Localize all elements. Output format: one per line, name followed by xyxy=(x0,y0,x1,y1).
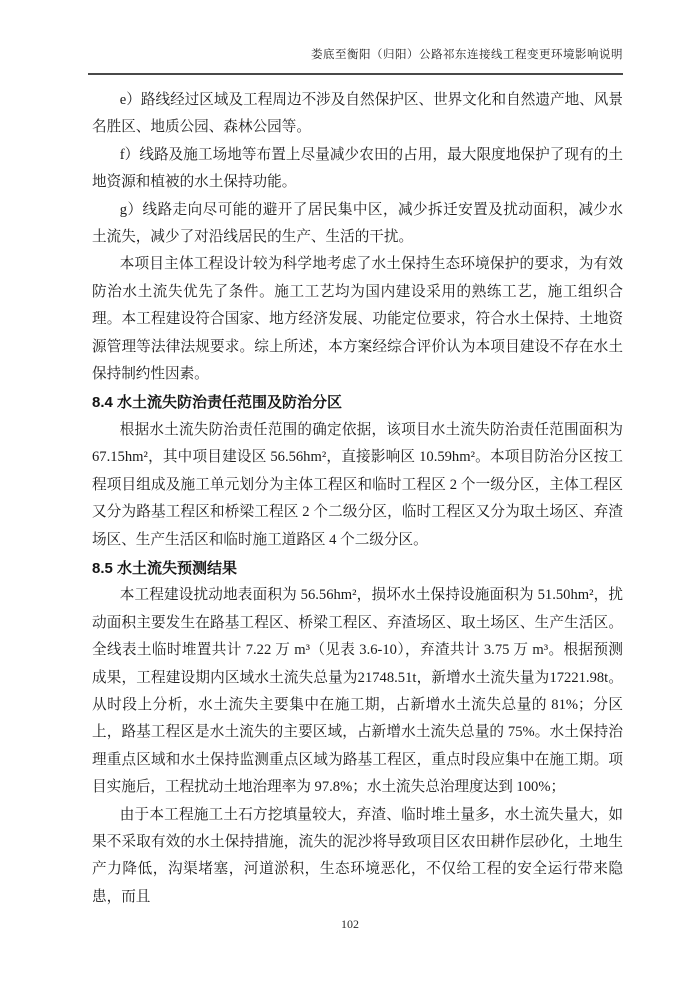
page-footer xyxy=(0,917,700,932)
header-title: 娄底至衡阳（归阳）公路祁东连接线工程变更环境影响说明 xyxy=(311,49,623,61)
paragraph-item-g: g）线路走向尽可能的避开了居民集中区，减少拆迁安置及扰动面积，减少水土流失，减少了对沿线居民的生产、生活的干扰。 xyxy=(92,201,623,246)
page-number: 102 xyxy=(341,917,359,931)
header-rule xyxy=(88,73,623,75)
paragraph-section-8-5-prediction: 本工程建设扰动地表面积为 56.56hm²，损坏水土保持设施面积为 51.50hm²，扰动面积主要发生在路基工程区、桥梁工程区、弃渣场区、取土场区、生产生活区。全线表土临时堆置共计 7.22 万 m³（见表 3.6-10），弃渣共计 3.75 万 m³。根据预测成果，工程建设期内区域水土流失总量为21748.51t，新增水土流失量为17221.98t。从时段上分析，水土流失主要集中在施工期，占新增水土流失总量的 81%；分区上，路基工程区是水土流失的主要区域，占新增水土流失总量的 75%。水土保持治理重点区域和水土保持监测重点区域为路基工程区，重点时段应集中在施工期。项目实施后，工程扰动土地治理率为 97.8%；水土流失总治理度达到 100%； xyxy=(92,587,623,796)
document-content xyxy=(92,87,623,911)
section-heading-8-5: 8.5 水土流失预测结果 xyxy=(92,559,238,577)
paragraph-item-e: e）路线经过区域及工程周边不涉及自然保护区、世界文化和自然遗产地、风景名胜区、地质公园、森林公园等。 xyxy=(92,92,623,136)
paragraph-design-summary: 本项目主体工程设计较为科学地考虑了水土保持生态环境保护的要求，为有效防治水土流失优先了条件。施工工艺均为国内建设采用的熟练工艺，施工组织合理。本工程建设符合国家、地方经济发展、功能定位要求，符合水土保持、土地资源管理等法律法规要求。综上所述，本方案经综合评价认为本项目建设不存在水土保持制约性因素。 xyxy=(92,256,623,383)
paragraph-section-8-5-risk: 由于本工程施工土石方挖填量较大，弃渣、临时堆土量多，水土流失量大，如果不采取有效的水土保持措施，流失的泥沙将导致项目区农田耕作层砂化，土地生产力降低，沟渠堵塞，河道淤积，生态环境恶化，不仅给工程的安全运行带来隐患，而且 xyxy=(92,806,623,905)
paragraph-item-f: f）线路及施工场地等布置上尽量减少农田的占用，最大限度地保护了现有的土地资源和植被的水土保持功能。 xyxy=(92,146,623,191)
section-heading-8-4: 8.4 水土流失防治责任范围及防治分区 xyxy=(92,394,343,412)
paragraph-section-8-4: 根据水土流失防治责任范围的确定依据，该项目水土流失防治责任范围面积为67.15hm²，其中项目建设区 56.56hm²，直接影响区 10.59hm²。本项目防治分区按工程项目组成及施工单元划分为主体工程区和临时工程区 2 个一级分区，主体工程区又分为路基工程区和桥梁工程区 2 个二级分区，临时工程区又分为取土场区、弃渣场区、生产生活区和临时施工道路区 4 个二级分区。 xyxy=(92,421,623,548)
